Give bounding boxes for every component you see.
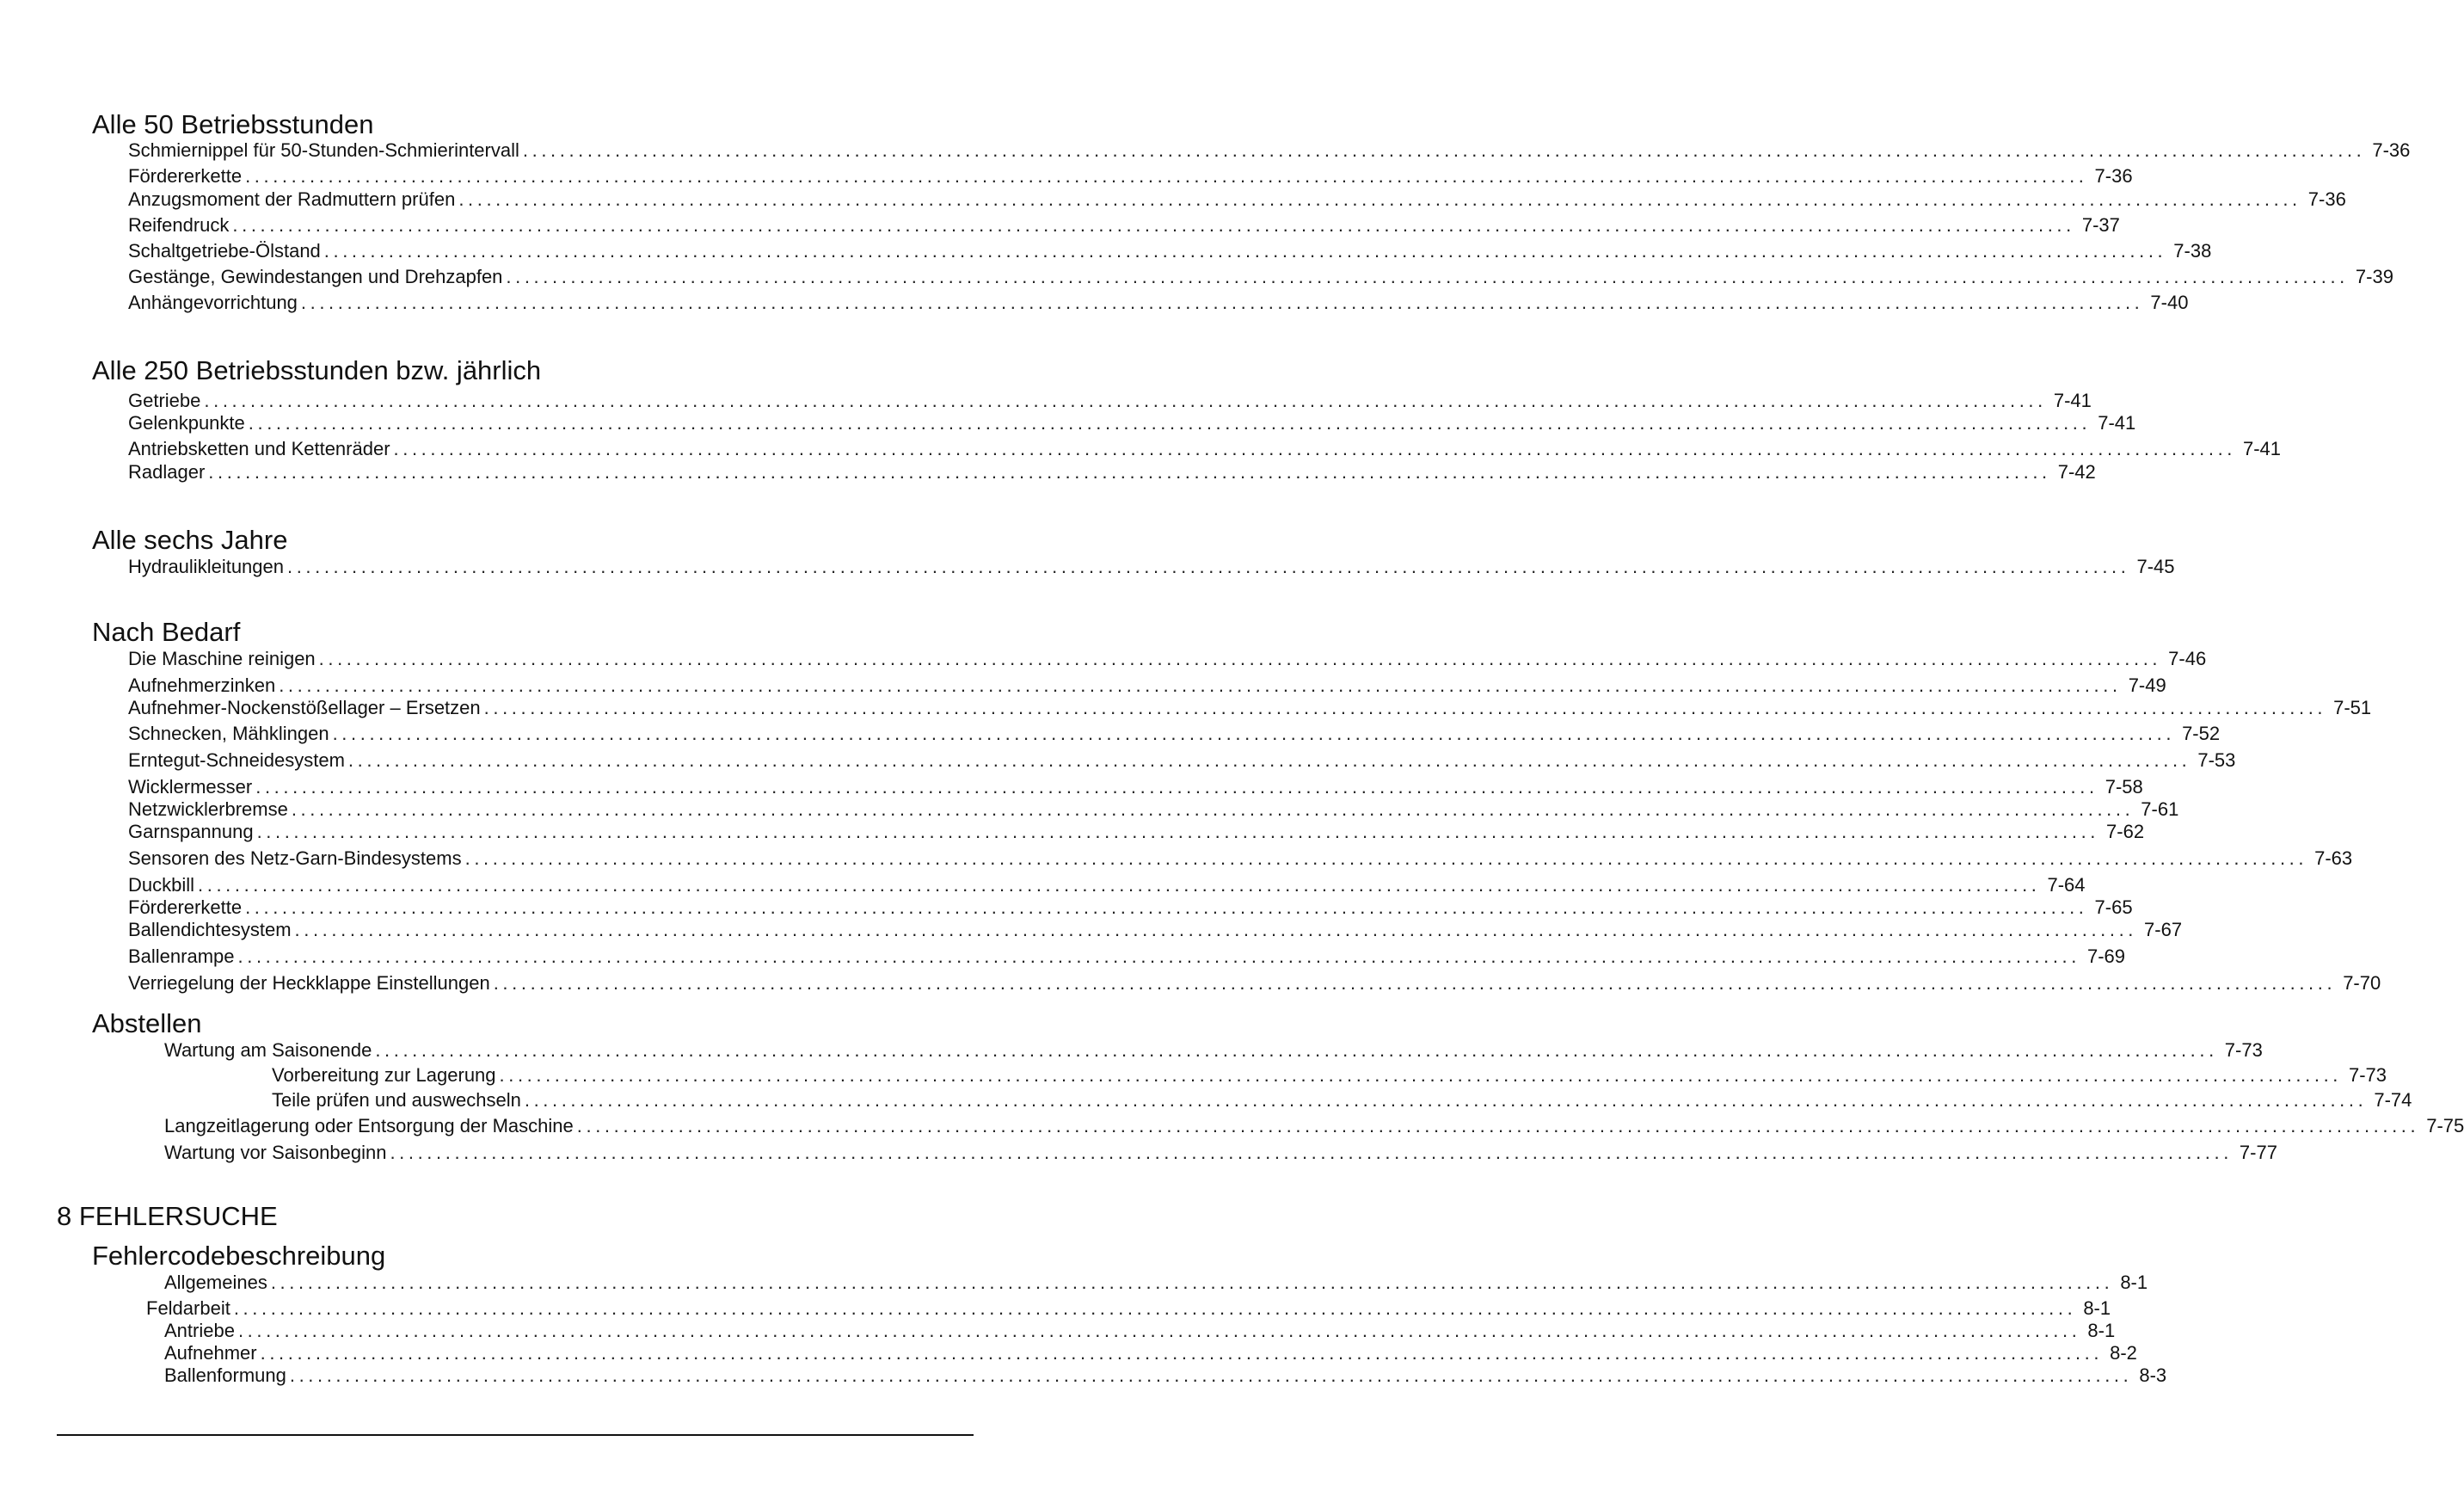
toc-entry-title: Netzwicklerbremse <box>128 798 288 820</box>
toc-entry-title: Aufnehmer <box>164 1342 257 1364</box>
dot-leader: ........................................................................................................................................................................................................ <box>499 1064 2342 1086</box>
toc-entry[interactable] <box>128 412 2136 434</box>
toc-entry-title: Feldarbeit <box>146 1297 230 1319</box>
toc-entry[interactable] <box>128 749 2236 772</box>
toc-entry-title: Gelenkpunkte <box>128 412 245 434</box>
toc-entry-title: Verriegelung der Heckklappe Einstellungen <box>128 972 490 994</box>
toc-entry-page: 7-62 <box>2106 821 2145 842</box>
toc-entry[interactable] <box>128 648 2207 670</box>
toc-entry[interactable] <box>128 874 2086 896</box>
toc-entry-title: Aufnehmer-Nockenstößellager – Ersetzen <box>128 697 481 718</box>
dot-leader: ........................................................................................................................................................................................................ <box>506 266 2349 287</box>
section-heading: Alle sechs Jahre <box>92 525 288 555</box>
toc-entry-page: 7-38 <box>2173 240 2212 262</box>
toc-entry-page: 7-37 <box>2081 214 2120 236</box>
toc-entry[interactable] <box>164 1272 2148 1294</box>
dot-leader: ........................................................................................................................................................................................................ <box>245 896 2088 918</box>
dot-leader: ........................................................................................................................................................................................................ <box>390 1142 2233 1163</box>
toc-entry[interactable] <box>128 165 2133 188</box>
dot-leader: ........................................................................................................................................................................................................ <box>483 697 2327 718</box>
toc-entry-title: Garnspannung <box>128 821 254 842</box>
dot-leader: ........................................................................................................................................................................................................ <box>524 1089 2368 1111</box>
toc-entry-page: 7-64 <box>2047 874 2086 896</box>
dot-leader: ........................................................................................................................................................................................................ <box>300 292 2144 313</box>
toc-entry-page: 7-36 <box>2094 165 2133 187</box>
toc-entry[interactable] <box>128 240 2212 262</box>
toc-entry-page: 7-75 <box>2426 1115 2464 1136</box>
dot-leader: ........................................................................................................................................................................................................ <box>375 1039 2218 1061</box>
toc-entry-title: Ballendichtesystem <box>128 919 292 940</box>
toc-entry-title: Gestänge, Gewindestangen und Drehzapfen <box>128 266 503 287</box>
dot-leader: ........................................................................................................................................................................................................ <box>204 390 2047 411</box>
toc-entry[interactable] <box>128 945 2126 968</box>
section-heading: Alle 50 Betriebsstunden <box>92 109 374 139</box>
toc-entry[interactable] <box>164 1320 2116 1342</box>
dot-leader: ........................................................................................................................................................................................................ <box>279 674 2122 696</box>
toc-entry[interactable] <box>128 821 2145 843</box>
section-heading: Nach Bedarf <box>92 617 241 647</box>
dot-leader: ........................................................................................................................................................................................................ <box>198 874 2041 896</box>
dot-leader: ........................................................................................................................................................................................................ <box>289 1364 2133 1386</box>
toc-entry-page: 7-40 <box>2150 292 2189 313</box>
toc-entry-title: Ballenformung <box>164 1364 286 1386</box>
toc-entry-page: 7-49 <box>2128 674 2166 696</box>
toc-entry-page: 7-36 <box>2307 188 2346 210</box>
section-heading: Abstellen <box>92 1008 202 1038</box>
dot-leader: ........................................................................................................................................................................................................ <box>493 972 2337 994</box>
toc-entry[interactable] <box>164 1364 2167 1387</box>
toc-entry[interactable] <box>128 139 2411 162</box>
toc-entry[interactable] <box>128 798 2179 821</box>
toc-entry[interactable] <box>128 292 2189 314</box>
toc-entry-page: 7-41 <box>2053 390 2092 411</box>
toc-entry-page: 7-53 <box>2197 749 2236 771</box>
toc-entry[interactable] <box>128 188 2346 211</box>
dot-leader: ........................................................................................................................................................................................................ <box>522 139 2366 161</box>
toc-entry-title: Anzugsmoment der Radmuttern prüfen <box>128 188 456 210</box>
toc-entry-title: Allgemeines <box>164 1272 267 1293</box>
toc-entry-page: 7-61 <box>2141 798 2179 820</box>
dot-leader: ........................................................................................................................................................................................................ <box>294 919 2138 940</box>
toc-entry-page: 8-1 <box>2120 1272 2148 1293</box>
toc-entry-page: 7-77 <box>2239 1142 2277 1163</box>
toc-entry-title: Reifendruck <box>128 214 230 236</box>
toc-entry-page: 7-41 <box>2098 412 2136 434</box>
toc-entry-title: Vorbereitung zur Lagerung <box>272 1064 496 1086</box>
toc-entry[interactable] <box>128 776 2143 798</box>
dot-leader: ........................................................................................................................................................................................................ <box>464 847 2308 869</box>
toc-entry[interactable] <box>272 1064 2387 1087</box>
toc-entry-title: Antriebe <box>164 1320 235 1341</box>
toc-entry-page: 7-73 <box>2224 1039 2263 1061</box>
toc-entry-page: 8-1 <box>2083 1297 2111 1319</box>
toc-entry-page: 8-1 <box>2087 1320 2116 1341</box>
footer-rule <box>57 1434 974 1436</box>
toc-entry[interactable] <box>128 697 2372 719</box>
toc-entry-page: 7-74 <box>2374 1089 2412 1111</box>
dot-leader: ........................................................................................................................................................................................................ <box>318 648 2162 669</box>
toc-entry-page: 8-2 <box>2110 1342 2137 1364</box>
toc-entry[interactable] <box>272 1089 2412 1112</box>
toc-entry-title: Schmiernippel für 50-Stunden-Schmierintervall <box>128 139 519 161</box>
toc-entry-title: Sensoren des Netz-Garn-Bindesystems <box>128 847 462 869</box>
toc-entry[interactable] <box>164 1342 2137 1364</box>
toc-entry-title: Wartung vor Saisonbeginn <box>164 1142 387 1163</box>
dot-leader: ........................................................................................................................................................................................................ <box>323 240 2167 262</box>
toc-entry-page: 7-39 <box>2355 266 2393 287</box>
dot-leader: ........................................................................................................................................................................................................ <box>287 556 2130 577</box>
dot-leader: ........................................................................................................................................................................................................ <box>237 945 2080 967</box>
toc-entry-title: Antriebsketten und Kettenräder <box>128 438 390 459</box>
toc-entry[interactable] <box>128 847 2353 870</box>
toc-entry[interactable] <box>128 896 2133 919</box>
dot-leader: ........................................................................................................................................................................................................ <box>260 1342 2104 1364</box>
toc-entry[interactable] <box>128 972 2381 995</box>
dot-leader: ........................................................................................................................................................................................................ <box>291 798 2135 820</box>
dot-leader: ........................................................................................................................................................................................................ <box>232 214 2075 236</box>
toc-entry-page: 7-70 <box>2343 972 2381 994</box>
toc-entry-page: 8-3 <box>2139 1364 2167 1386</box>
toc-entry-title: Anhängevorrichtung <box>128 292 298 313</box>
toc-entry-page: 7-58 <box>2105 776 2143 798</box>
toc-entry-page: 7-42 <box>2057 461 2096 483</box>
dot-leader: ........................................................................................................................................................................................................ <box>208 461 2051 483</box>
toc-entry-page: 7-65 <box>2094 896 2133 918</box>
toc-entry-page: 7-41 <box>2243 438 2282 459</box>
dot-leader: ........................................................................................................................................................................................................ <box>245 165 2088 187</box>
dot-leader: ........................................................................................................................................................................................................ <box>256 821 2100 842</box>
toc-entry[interactable] <box>146 1297 2111 1320</box>
toc-entry[interactable] <box>128 266 2393 288</box>
toc-entry-title: Aufnehmerzinken <box>128 674 276 696</box>
toc-entry[interactable] <box>128 919 2183 941</box>
dot-leader: ........................................................................................................................................................................................................ <box>576 1115 2420 1136</box>
toc-entry[interactable] <box>164 1115 2464 1137</box>
toc-entry[interactable] <box>164 1142 2277 1164</box>
section-heading: Alle 250 Betriebsstunden bzw. jährlich <box>92 355 542 385</box>
toc-entry-title: Schaltgetriebe-Ölstand <box>128 240 321 262</box>
toc-entry-page: 7-69 <box>2086 945 2126 967</box>
toc-entry-page: 7-73 <box>2349 1064 2387 1086</box>
dot-leader: ........................................................................................................................................................................................................ <box>233 1297 2077 1319</box>
toc-entry-page: 7-51 <box>2333 697 2372 718</box>
toc-entry-title: Duckbill <box>128 874 195 896</box>
chapter-title: 8 FEHLERSUCHE <box>57 1201 278 1231</box>
toc-entry-page: 7-67 <box>2144 919 2183 940</box>
toc-entry-title: Langzeitlagerung oder Entsorgung der Maschine <box>164 1115 574 1136</box>
toc-entry[interactable] <box>164 1039 2263 1062</box>
toc-entry-title: Fördererkette <box>128 165 243 187</box>
toc-entry[interactable] <box>128 723 2221 745</box>
toc-entry-page: 7-45 <box>2136 556 2175 577</box>
toc-entry[interactable] <box>128 556 2175 578</box>
toc-entry[interactable] <box>128 214 2120 237</box>
toc-entry-title: Teile prüfen und auswechseln <box>272 1089 521 1111</box>
toc-entry-page: 7-36 <box>2372 139 2411 161</box>
toc-entry[interactable] <box>128 438 2282 460</box>
dot-leader: ........................................................................................................................................................................................................ <box>332 723 2176 744</box>
toc-entry-title: Schnecken, Mähklingen <box>128 723 329 744</box>
toc-entry-title: Die Maschine reinigen <box>128 648 316 669</box>
toc-entry-title: Radlager <box>128 461 206 483</box>
toc-entry-page: 7-52 <box>2182 723 2221 744</box>
toc-entry[interactable] <box>128 390 2092 412</box>
section-heading: Fehlercodebeschreibung <box>92 1241 386 1271</box>
toc-entry[interactable] <box>128 674 2166 697</box>
toc-entry-title: Wartung am Saisonende <box>164 1039 372 1061</box>
toc-entry[interactable] <box>128 461 2096 483</box>
toc-entry-title: Erntegut-Schneidesystem <box>128 749 345 771</box>
toc-entry-title: Wicklermesser <box>128 776 253 798</box>
toc-entry-title: Fördererkette <box>128 896 243 918</box>
dot-leader: ........................................................................................................................................................................................................ <box>255 776 2098 798</box>
toc-entry-title: Ballenrampe <box>128 945 235 967</box>
dot-leader: ........................................................................................................................................................................................................ <box>347 749 2191 771</box>
dot-leader: ........................................................................................................................................................................................................ <box>270 1272 2114 1293</box>
dot-leader: ........................................................................................................................................................................................................ <box>393 438 2236 459</box>
toc-entry-page: 7-46 <box>2168 648 2207 669</box>
toc-entry-page: 7-63 <box>2314 847 2353 869</box>
dot-leader: ........................................................................................................................................................................................................ <box>458 188 2301 210</box>
toc-entry-title: Hydraulikleitungen <box>128 556 284 577</box>
dot-leader: ........................................................................................................................................................................................................ <box>237 1320 2081 1341</box>
toc-entry-title: Getriebe <box>128 390 201 411</box>
dot-leader: ........................................................................................................................................................................................................ <box>248 412 2092 434</box>
